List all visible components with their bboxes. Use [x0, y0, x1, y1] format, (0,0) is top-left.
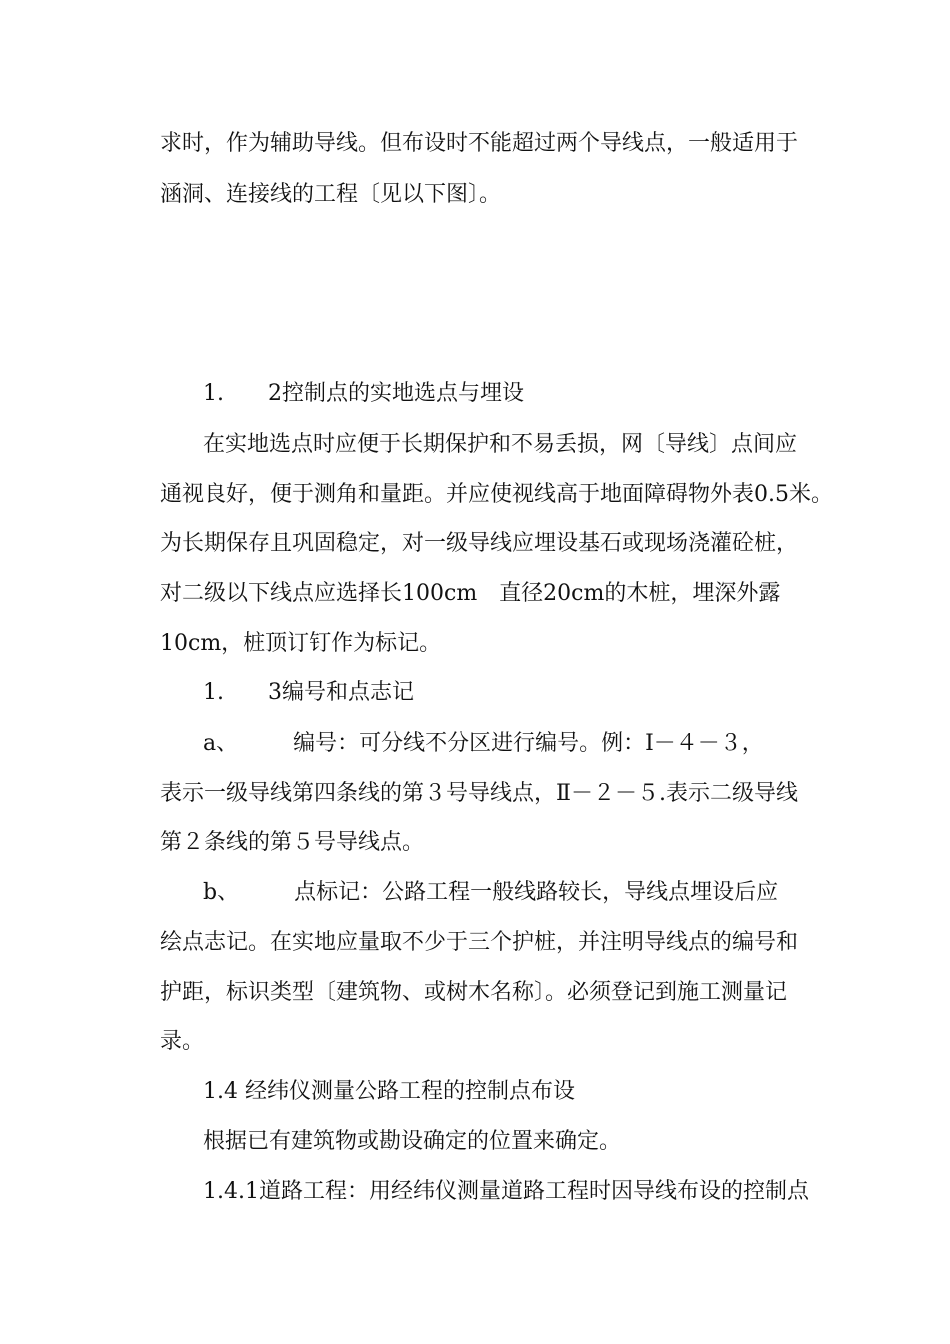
paragraph-line-13: 护距，标识类型〔建筑物、或树木名称〕。必须登记到施工测量记	[160, 980, 788, 1005]
paragraph-line-2: 涵洞、连接线的工程〔见以下图〕。	[160, 182, 502, 207]
paragraph-line-11: b、 点标记：公路工程一般线路较长，导线点埋设后应	[203, 880, 779, 905]
section-heading-1-4: 1.4 经纬仪测量公路工程的控制点布设	[203, 1079, 575, 1104]
paragraph-line-1: 求时，作为辅助导线。但布设时不能超过两个导线点，一般适用于	[160, 131, 799, 156]
paragraph-line-4: 通视良好，便于测角和量距。并应使视线高于地面障碍物外表0.5米。	[160, 482, 833, 507]
paragraph-line-5: 为长期保存且巩固稳定，对一级导线应埋设基石或现场浇灌砼桩，	[160, 531, 799, 556]
paragraph-line-12: 绘点志记。在实地应量取不少于三个护桩，并注明导线点的编号和	[160, 930, 799, 955]
paragraph-line-8: a、 编号：可分线不分区进行编号。例：Ⅰ－４－３，	[203, 731, 764, 756]
paragraph-line-15: 根据已有建筑物或勘设确定的位置来确定。	[203, 1129, 622, 1154]
paragraph-line-10: 第２条线的第５号导线点。	[160, 830, 425, 855]
paragraph-line-7: 10cm，桩顶订钉作为标记。	[160, 631, 442, 656]
paragraph-line-9: 表示一级导线第四条线的第３号导线点，Ⅱ－２－５.表示二级导线	[160, 781, 798, 806]
paragraph-line-6: 对二级以下线点应选择长100cm 直径20cm的木桩，埋深外露	[160, 581, 781, 606]
paragraph-line-3: 在实地选点时应便于长期保护和不易丢损，网〔导线〕点间应	[203, 432, 798, 457]
section-heading-1-2: 1. 2控制点的实地选点与埋设	[203, 381, 524, 406]
section-heading-1-3: 1. 3编号和点志记	[203, 680, 414, 705]
paragraph-line-14: 录。	[160, 1029, 205, 1054]
paragraph-line-16: 1.4.1道路工程：用经纬仪测量道路工程时因导线布设的控制点	[203, 1179, 809, 1204]
